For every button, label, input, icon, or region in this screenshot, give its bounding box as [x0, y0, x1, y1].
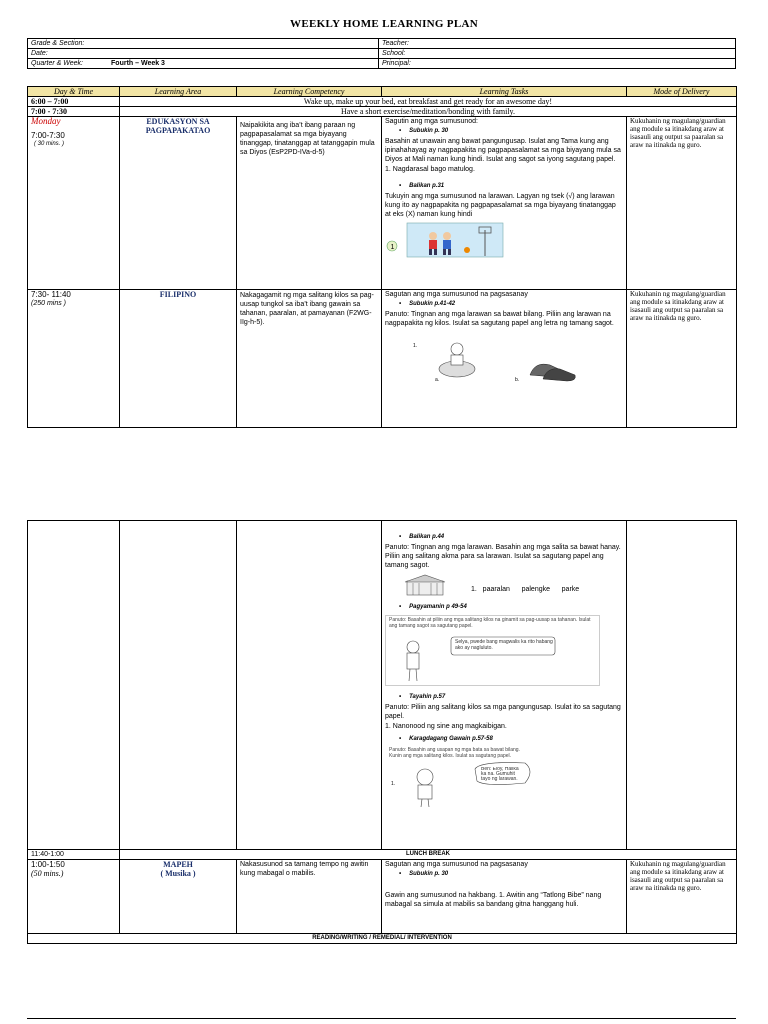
page-title: WEEKLY HOME LEARNING PLAN [290, 18, 478, 30]
task-text: Gawin ang sumusunod na hakbang. 1. Awitin ang “Tatlong Bibe” nang mabagal sa simula at mabilis sa bandang gitna hanggang huli. [385, 892, 602, 908]
task-intro: Sagutin ang mga sumusunod: [385, 118, 479, 125]
row-esp [28, 117, 737, 290]
header-learning-competency: Learning Competency [237, 87, 382, 97]
teacher-label: Teacher: [379, 39, 736, 49]
row-filipino-continued [28, 521, 737, 850]
task-bullet: • Karagdagang Gawain p.57-58 [385, 735, 623, 744]
learning-tasks [382, 521, 627, 850]
speech-bubble-text: Ben: Eloy, Halika ka na. Gumuhit tayo ng larawan. [481, 767, 519, 782]
learning-area: EDUKASYON SA PAGPAPAKATAO [120, 117, 237, 290]
task-intro: Sagutan ang mga sumusunod na pagsasanay [385, 861, 528, 868]
task-intro: Sagutan ang mga sumusunod na pagsasanay [385, 291, 528, 298]
duration-label: (50 mins.) [31, 869, 64, 878]
lunch-break-label: LUNCH BREAK [120, 850, 737, 860]
duration-label: (250 mins ) [31, 300, 67, 307]
day-time-cell [28, 860, 120, 934]
empty-cell [237, 521, 382, 850]
header-mode-of-delivery: Mode of Delivery [627, 87, 737, 97]
plan-table-continued [27, 520, 737, 944]
mode-of-delivery: Kukuhanin ng magulang/guardian ang module sa itinakdang araw at isasauli ang output sa paaralan sa araw na itinakda ng guro. [627, 117, 737, 290]
learning-area [120, 860, 237, 934]
header-day-time: Day & Time [28, 87, 120, 97]
row-remedial [28, 934, 737, 944]
choice-a: a. [435, 377, 440, 383]
duration-label: ( 30 mins. ) [34, 141, 65, 147]
time-label: 7:00-7:30 [31, 131, 65, 140]
task-bullet: • Tayahin p.57 [385, 693, 623, 702]
quarter-value: Fourth – Week 3 [111, 60, 165, 67]
time-label: 7:30- 11:40 [31, 290, 71, 299]
day-label: Monday [31, 116, 61, 126]
grade-label: Grade & Section: [28, 39, 379, 49]
day-time-cell [28, 290, 120, 428]
day-time-cell [28, 117, 120, 290]
task-bullet: • Pagyamanin p 49-54 [385, 603, 623, 612]
washing-shoes-illustration [385, 331, 585, 389]
empty-cell [120, 521, 237, 850]
quarter-label: Quarter & Week: [31, 60, 84, 67]
date-label: Date: [28, 49, 379, 59]
task-bullet: • Subukin p. 30 [385, 127, 623, 136]
row-filipino [28, 290, 737, 428]
task-text: Panuto: Piliin ang salitang kilos sa mga pangungusap. Isulat ito sa sagutang papel. [385, 704, 621, 720]
area-name: MAPEH [163, 860, 193, 869]
task-text: Panuto: Tingnan ang mga larawan. Basahin ang mga salita sa bawat hanay. Piliin ang salitang akma para sa larawan. Isulat sa sagutang papel ang tamang sagot. [385, 544, 621, 569]
choice-b: b. [515, 377, 520, 383]
karagdagan-instruction: Panuto: Basahin ang usapan ng mga bata sa bawat bilang. Kunin ang mga salitang kilos. Isulat sa sagutang papel. [389, 747, 520, 759]
task-text: Basahin at unawain ang bawat pangungusap. Isulat ang Tama kung ang ipinahahayag ay nagpapakita ng pagpapasalamat sa mga biyayang mula sa Diyos at Mali naman kung hindi. Isulat ang sagot sa iyong sagutang papel. [385, 138, 621, 163]
pagyamanin-instruction: Panuto: Basahin at piliin ang mga salitang kilos na ginamit sa pag-uusap sa tahanan. Isulat ang tamang sagot sa sagutang papel. [389, 617, 591, 629]
word-choices: 1. paaralan palengke parke [471, 586, 580, 593]
area-sub: ( Musika ) [160, 869, 196, 878]
conversation-illustration [385, 747, 615, 809]
time-cell: 7:00 - 7:30 [28, 107, 120, 117]
routine-text: Have a short exercise/meditation/bonding with family. [120, 107, 737, 117]
task-text: 1. Nagdarasal bago matulog. [385, 166, 475, 173]
principal-label: Principal: [379, 59, 736, 69]
task-text: Tukuyin ang mga sumusunod na larawan. Lagyan ng tsek (√) ang larawan kung ito ay nagpapakita ng pagpapasalamat sa mga biyayang tinatanggap at eks (X) naman kung hindi [385, 193, 616, 218]
item-number: 1. [391, 781, 396, 787]
competency: Nakagagamit ng mga salitang kilos sa pag-uusap tungkol sa iba’t ibang gawain sa tahanan, paaralan, at pamayanan (F2WG-IIg-h-5). [237, 290, 382, 428]
school-label: School: [379, 49, 736, 59]
learning-tasks [382, 290, 627, 428]
bottom-rule [27, 1018, 736, 1019]
row-lunch [28, 850, 737, 860]
task-bullet: • Subukin p. 30 [385, 870, 623, 879]
empty-cell [28, 521, 120, 850]
header-learning-area: Learning Area [120, 87, 237, 97]
speech-bubble-text: Selya, pwede bang magwalis ka rito habang ako ay nagluluto. [455, 639, 553, 651]
children-thanking-illustration [385, 222, 505, 258]
row-7am [28, 107, 737, 117]
time-label: 1:00-1:50 [31, 860, 65, 869]
dialogue-illustration [385, 615, 615, 687]
routine-text: Wake up, make up your bed, eat breakfast and get ready for an awesome day! [120, 97, 737, 107]
task-bullet: • Balikan p.44 [385, 533, 623, 542]
competency: Naipakikita ang iba’t ibang paraan ng pagpapasalamat sa mga biyayang tinanggap, tinatanggap at tatanggapin mula sa Diyos (EsP2PD-IVa-d-5) [237, 117, 382, 290]
pic-number: 1. [413, 343, 418, 349]
mode-of-delivery: Kukuhanin ng magulang/guardian ang module sa itinakdang araw at isasauli ang output sa paaralan sa araw na itinakda ng guro. [627, 860, 737, 934]
row-mapeh [28, 860, 737, 934]
learning-tasks [382, 860, 627, 934]
row-6am [28, 97, 737, 107]
task-text: Panuto: Tingnan ang mga larawan sa bawat bilang. Piliin ang larawan na nagpapakita ng kilos. Isulat sa sagutang papel ang letra ng tamang sagot. [385, 311, 614, 327]
learning-tasks [382, 117, 627, 290]
task-bullet: • Balikan p.31 [385, 182, 623, 191]
mode-of-delivery: Kukuhanin ng magulang/guardian ang module sa itinakdang araw at isasauli ang output sa paaralan sa araw na itinakda ng guro. [627, 290, 737, 428]
header-row [28, 87, 737, 97]
time-cell: 11:40-1:00 [28, 850, 120, 860]
remedial-label: READING/WRITING / REMEDIAL/ INTERVENTION [28, 934, 737, 944]
plan-table [27, 86, 737, 428]
time-cell: 6:00 – 7:00 [28, 97, 120, 107]
pic-label: 1 [390, 244, 395, 251]
learning-area: FILIPINO [120, 290, 237, 428]
competency: Nakasusunod sa tamang tempo ng awitin kung mabagal o mabilis. [237, 860, 382, 934]
school-building-illustration [385, 573, 615, 599]
info-table [27, 38, 736, 69]
task-bullet: • Subukin p.41-42 [385, 300, 623, 309]
task-text: 1. Nanonood ng sine ang magkaibigan. [385, 723, 507, 730]
header-learning-tasks: Learning Tasks [382, 87, 627, 97]
quarter-cell [28, 59, 379, 69]
empty-cell [627, 521, 737, 850]
